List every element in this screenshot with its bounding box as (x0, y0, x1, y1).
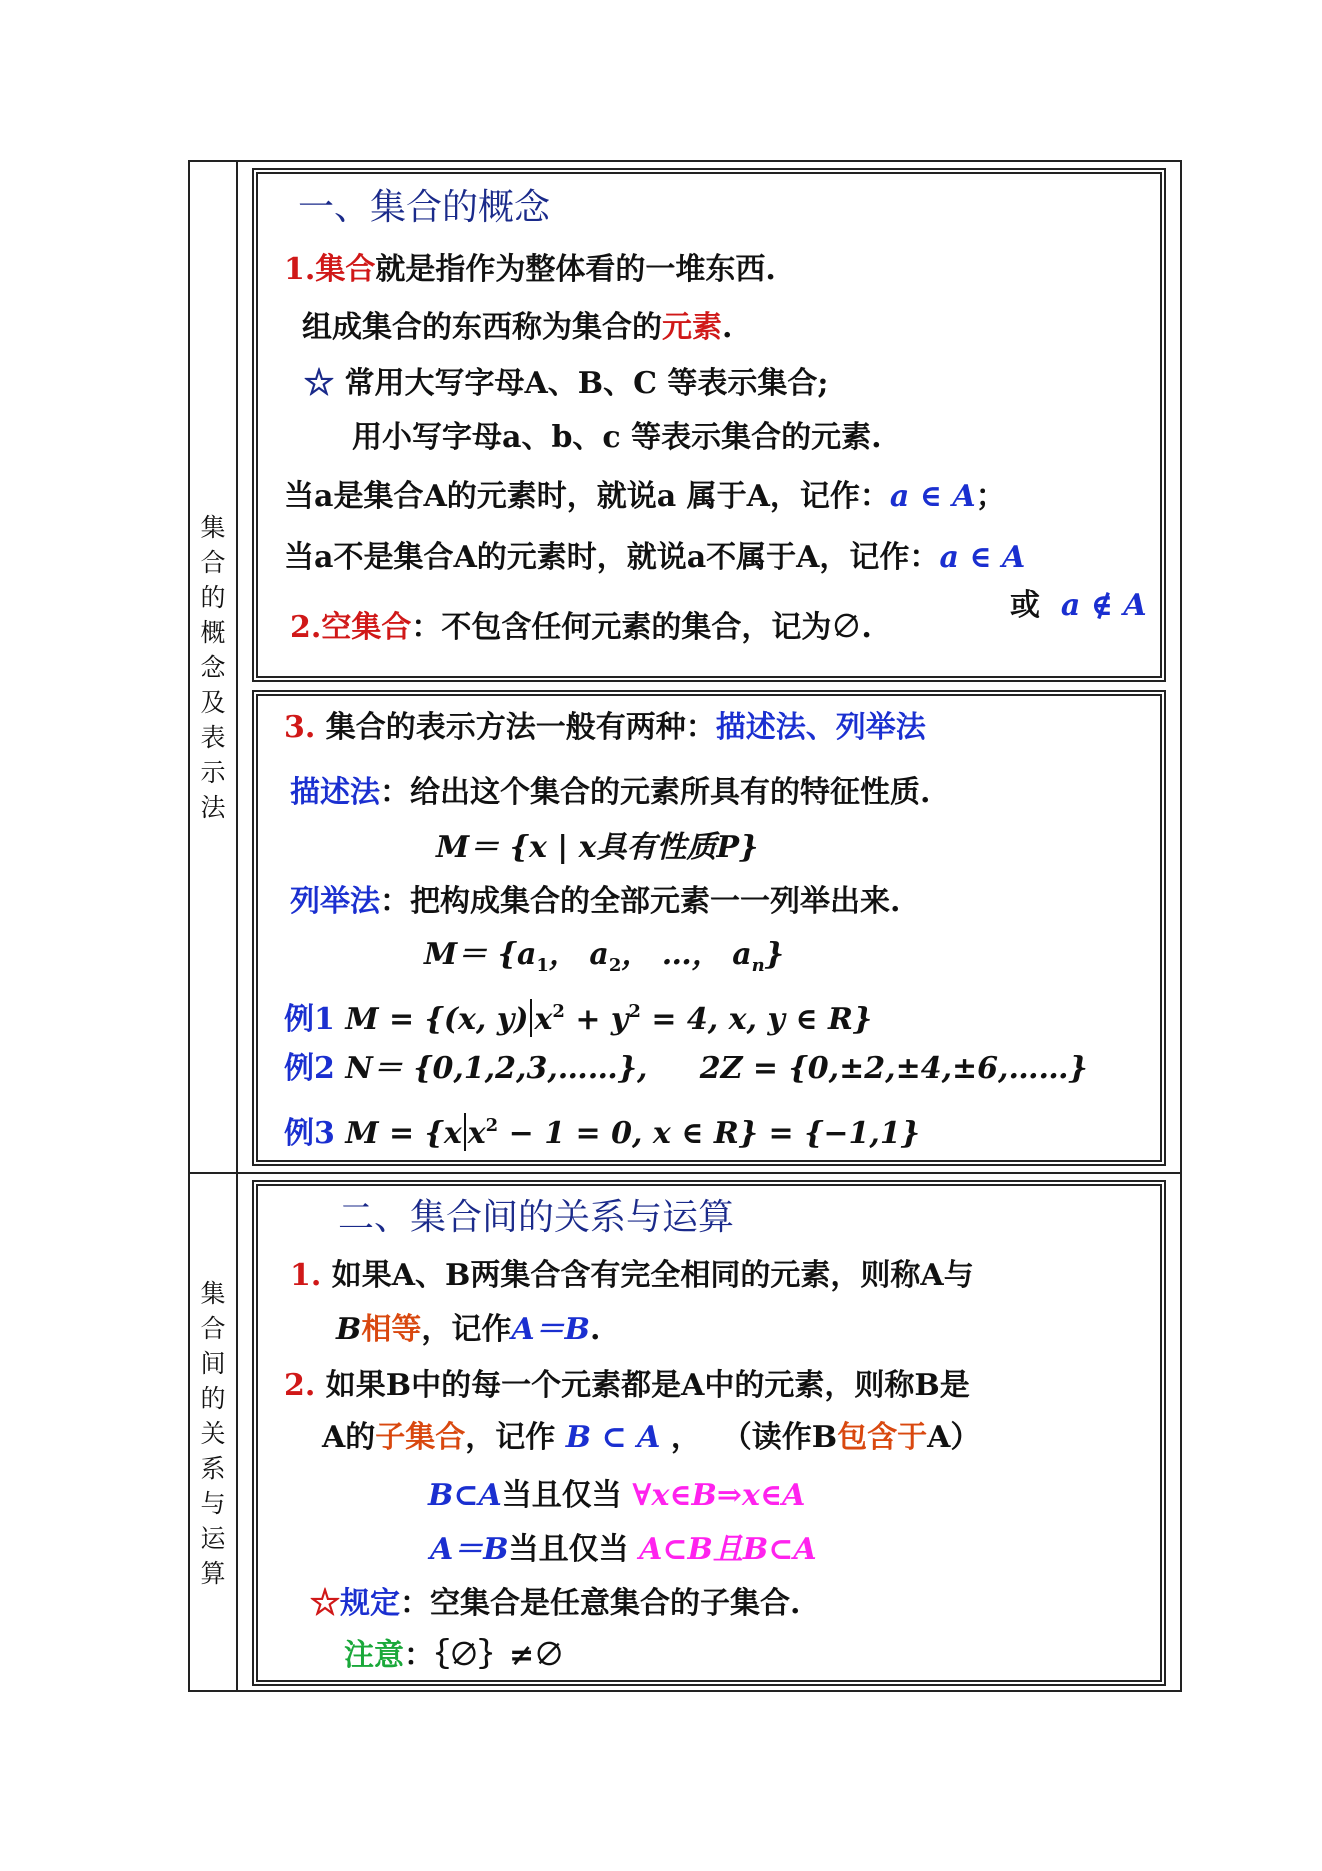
superscript: 2 (552, 1001, 565, 1022)
sidebar-char: 系 (200, 1453, 226, 1483)
alt-notation (1010, 588, 1147, 624)
subset-criterion (428, 1478, 805, 1514)
methods-text: 集合的表示方法一般有两种： (325, 710, 716, 745)
subset-text: （读作B (721, 1420, 838, 1455)
description-method-line (290, 775, 930, 811)
example-label: 例1 (284, 1002, 335, 1037)
term-note: 注意 (344, 1638, 404, 1673)
punctuation: . (722, 310, 733, 345)
example-label: 例2 (284, 1051, 335, 1086)
term-contained-in: 包含于 (837, 1420, 928, 1455)
example-3 (284, 1108, 920, 1152)
note-line (344, 1638, 564, 1674)
sidebar-char: 关 (200, 1418, 226, 1448)
term-subset: 子集合 (375, 1420, 466, 1455)
not-belongs-line (284, 540, 1025, 576)
sidebar-char: 合 (200, 547, 226, 577)
example-label: 例3 (284, 1116, 335, 1151)
criterion-text: 当且仅当 (501, 1478, 622, 1513)
methods-line (284, 710, 926, 746)
sidebar-char: 合 (200, 1313, 226, 1343)
criterion-text: 当且仅当 (508, 1532, 629, 1567)
subscript: n (751, 955, 765, 976)
sidebar-label-relations (190, 1174, 236, 1692)
example-2 (284, 1051, 1088, 1087)
formula-part: + y (564, 1002, 629, 1037)
equality-text: ，记作 (421, 1312, 512, 1347)
note-text: ：｛∅｝≠∅ (404, 1638, 565, 1673)
sidebar-char: 示 (200, 757, 226, 787)
relations-box (252, 1180, 1166, 1686)
term-enumeration-method: 列举法 (835, 710, 926, 745)
sidebar-char: 集 (200, 1278, 226, 1308)
formula: M＝ {x | x具有性质P} (436, 830, 759, 865)
or-label: 或 (1010, 588, 1040, 623)
item-number: 3. (284, 710, 316, 745)
formula-part: M = {(x, y) (345, 1002, 529, 1037)
section-title: 一、集合的概念 (298, 187, 551, 228)
definition-text: ：不包含任何元素的集合，记为∅. (411, 610, 872, 645)
star-icon: ☆ (310, 1586, 340, 1621)
empty-set-line (290, 610, 872, 646)
subset-formula: B ⊂ A (565, 1420, 661, 1455)
punctuation: . (590, 1312, 601, 1347)
representation-box (252, 690, 1166, 1166)
sidebar-char: 及 (200, 687, 226, 717)
term-element: 元素 (662, 310, 722, 345)
subset-text: ，记作 (465, 1420, 556, 1455)
notation-text: 常用大写字母A、B、C 等表示集合; (344, 366, 829, 401)
punctuation: ； (975, 479, 1006, 514)
formula-part: ， …， a (621, 937, 752, 972)
definition-text: 就是指作为整体看的一堆东西. (375, 252, 776, 287)
subset-line-2 (322, 1420, 980, 1456)
belongs-line (284, 479, 1006, 515)
term-rule: 规定 (340, 1586, 400, 1621)
belongs-formula: a ∈ A (889, 479, 976, 514)
sidebar-char: 运 (200, 1523, 226, 1553)
sidebar-char: 的 (200, 582, 226, 612)
subset-text: A） (927, 1420, 981, 1455)
term-description-method: 描述法 (290, 775, 380, 810)
notation-text: 用小写字母a、b、c 等表示集合的元素. (352, 420, 882, 455)
belongs-text: 当a是集合A的元素时，就说a 属于A，记作： (284, 479, 890, 514)
sidebar-char: 与 (200, 1488, 226, 1518)
concept-box (252, 168, 1166, 682)
description-formula (436, 830, 758, 866)
item-number: 1. (290, 1258, 322, 1293)
subscript: 2 (608, 955, 622, 976)
term-set: 集合 (315, 252, 376, 287)
punctuation: ， (670, 1420, 701, 1455)
notation-line-2 (352, 420, 882, 456)
method-text: ：把构成集合的全部元素一一列举出来. (380, 884, 901, 919)
formula-part: − 1 = 0, x ∈ R} = {−1,1} (498, 1116, 921, 1151)
term-description-method: 描述法 (715, 710, 806, 745)
equality-formula: A＝B (511, 1312, 590, 1347)
enumeration-formula (424, 937, 784, 984)
vertical-bar (530, 999, 532, 1037)
rule-text: ：空集合是任意集合的子集合. (400, 1586, 801, 1621)
sidebar-label-concept (190, 162, 236, 1172)
rule-line (310, 1586, 800, 1622)
definition-text: 组成集合的东西称为集合的 (302, 310, 662, 345)
subset-text: 如果B中的每一个元素都是A中的元素，则称B是 (325, 1368, 970, 1403)
item-number: 2. (284, 1368, 316, 1403)
not-belongs-formula: a ∈ A (939, 540, 1026, 575)
item-number: 1. (284, 252, 316, 287)
subset-line-1 (284, 1368, 970, 1404)
sidebar-char: 念 (200, 652, 226, 682)
sidebar-char: 的 (200, 1383, 226, 1413)
formula-part: ， a (548, 937, 609, 972)
example-1 (284, 994, 872, 1038)
term-enumeration-method: 列举法 (290, 884, 380, 919)
enumeration-method-line (290, 884, 900, 920)
subset-text: A的 (322, 1420, 376, 1455)
column-divider (236, 162, 238, 1690)
criterion-formula: ∀x∈B⇒x∈A (632, 1478, 806, 1513)
sidebar-char: 概 (200, 617, 226, 647)
equality-formula: A＝B (430, 1532, 509, 1567)
term-equal: 相等 (361, 1312, 422, 1347)
equality-criterion (430, 1532, 817, 1568)
equality-text: 如果A、B两集合含有完全相同的元素，则称A与 (331, 1258, 974, 1293)
item-number: 2. (290, 610, 322, 645)
formula-part: } (764, 937, 785, 972)
star-icon: ☆ (304, 366, 334, 401)
formula-part: x (467, 1116, 486, 1151)
criterion-formula: A⊂B且B⊂A (639, 1532, 817, 1567)
subset-formula: B⊂A (428, 1478, 502, 1513)
term-empty-set: 空集合 (321, 610, 412, 645)
row-divider (190, 1172, 1180, 1174)
section-title: 二、集合间的关系与运算 (338, 1197, 735, 1238)
superscript: 2 (485, 1115, 499, 1136)
not-belongs-text: 当a不是集合A的元素时，就说a不属于A，记作： (284, 540, 940, 575)
formula-part: M = {x (345, 1116, 462, 1151)
sidebar-char: 算 (200, 1558, 226, 1588)
sidebar-char: 表 (200, 722, 226, 752)
set-letter: B (336, 1312, 362, 1347)
vertical-bar (464, 1113, 466, 1151)
equality-line-2 (336, 1312, 600, 1348)
method-text: ：给出这个集合的元素所具有的特征性质. (380, 775, 931, 810)
sidebar-char: 法 (200, 792, 226, 822)
definition-line-2 (302, 310, 732, 346)
sidebar-char: 间 (200, 1348, 226, 1378)
equality-line-1 (290, 1258, 974, 1294)
formula: N＝ {0,1,2,3,……}, 2Z = {0,±2,±4,±6,……} (345, 1051, 1088, 1086)
subscript: 1 (536, 955, 549, 976)
separator: 、 (805, 710, 836, 745)
outer-table (188, 160, 1182, 1692)
formula-part: x (534, 1002, 553, 1037)
formula-part: M＝ {a (424, 937, 537, 972)
sidebar-char: 集 (200, 512, 226, 542)
notation-line-1 (304, 366, 828, 402)
formula-part: = 4, x, y ∈ R} (640, 1002, 873, 1037)
definition-line-1 (284, 252, 776, 288)
superscript: 2 (628, 1001, 641, 1022)
not-belongs-formula-alt: a ∉ A (1060, 588, 1147, 623)
